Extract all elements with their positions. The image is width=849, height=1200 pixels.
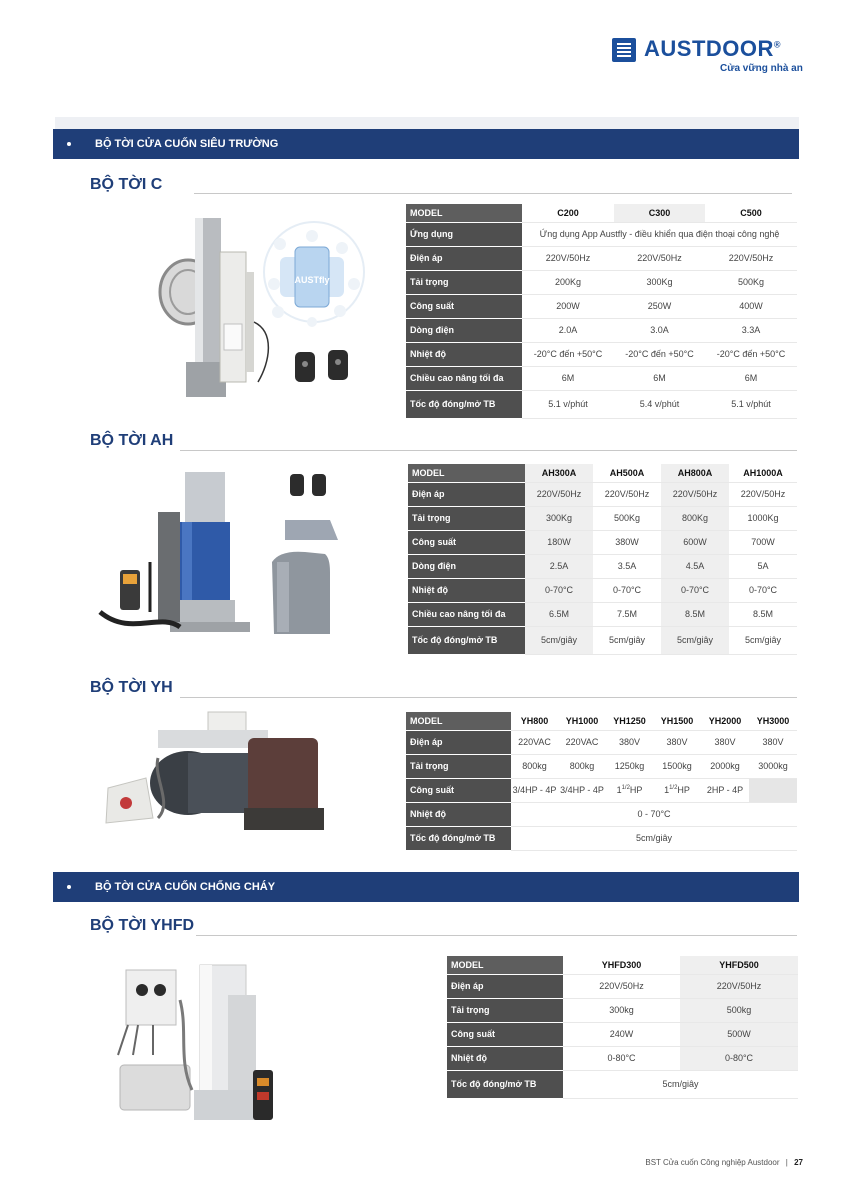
austdoor-logo-icon <box>612 38 636 62</box>
table-header-row <box>406 712 797 730</box>
row-label: Công suất <box>406 294 522 318</box>
power-unit: HP <box>677 785 690 795</box>
power-base: 1 <box>664 785 670 795</box>
footer-separator: | <box>785 1158 788 1167</box>
table-cell: 500Kg <box>705 270 797 294</box>
table-cell-empty <box>749 778 797 802</box>
row-label: Ứng dụng <box>406 222 522 246</box>
product-title-yhfd: BỘ TỜI YHFD <box>90 917 195 934</box>
header-cell: YH3000 <box>749 712 797 730</box>
table-cell: 5.4 v/phút <box>614 390 705 418</box>
header-cell: AH1000A <box>729 464 797 482</box>
table-cell: 6M <box>614 366 705 390</box>
page-footer <box>645 1158 803 1167</box>
table-cell: 220V/50Hz <box>614 246 705 270</box>
table-row <box>406 318 797 342</box>
row-label: Tốc độ đóng/mở TB <box>406 390 522 418</box>
table-cell: 380V <box>653 730 701 754</box>
row-label: Tải trọng <box>408 506 525 530</box>
table-row <box>408 530 797 554</box>
table-cell: 8.5M <box>661 602 729 626</box>
power-base: 1 <box>616 785 622 795</box>
table-cell: 3/4HP - 4P <box>511 778 558 802</box>
table-cell: 2.5A <box>525 554 593 578</box>
table-cell: 2HP - 4P <box>701 778 749 802</box>
table-row <box>408 554 797 578</box>
product-title-ah: BỘ TỜI AH <box>90 432 174 449</box>
row-label: Chiều cao nâng tối đa <box>406 366 522 390</box>
header-cell: YHFD500 <box>680 956 798 974</box>
table-cell: 220V/50Hz <box>705 246 797 270</box>
header-cell: AH300A <box>525 464 593 482</box>
header-cell: C200 <box>522 204 614 222</box>
footer-text: BST Cửa cuốn Công nghiệp Austdoor <box>645 1158 780 1167</box>
table-cell: 6M <box>705 366 797 390</box>
row-label: Tốc độ đóng/mở TB <box>447 1070 563 1098</box>
table-row <box>447 1070 798 1098</box>
table-row <box>406 342 797 366</box>
heading-divider <box>196 935 797 936</box>
bullet-icon <box>67 142 71 146</box>
table-cell: 5cm/giây <box>661 626 729 654</box>
table-cell: 3.3A <box>705 318 797 342</box>
app-screen-label: AUSTfly <box>294 275 330 285</box>
row-label: Tải trọng <box>406 754 511 778</box>
table-cell: 220VAC <box>558 730 606 754</box>
power-fraction: 1/2 <box>669 785 678 791</box>
table-cell: 250W <box>614 294 705 318</box>
table-cell: 300Kg <box>525 506 593 530</box>
table-row <box>408 578 797 602</box>
austdoor-logo <box>612 36 802 80</box>
table-cell: 2.0A <box>522 318 614 342</box>
table-cell: 5cm/giây <box>729 626 797 654</box>
table-cell: 6M <box>522 366 614 390</box>
section-title: BỘ TỜI CỬA CUỐN CHỐNG CHÁY <box>95 881 276 893</box>
row-label: Điện áp <box>447 974 563 998</box>
power-unit: HP <box>629 785 643 795</box>
product-title-c: BỘ TỜI C <box>90 176 163 193</box>
row-label: Tốc độ đóng/mở TB <box>408 626 525 654</box>
table-cell: 4.5A <box>661 554 729 578</box>
merged-cell: 5cm/giây <box>511 826 797 850</box>
table-cell: 0-80°C <box>563 1046 680 1070</box>
table-row <box>406 778 797 802</box>
ah-motor-product-image <box>90 462 365 652</box>
row-label: Dòng điện <box>408 554 525 578</box>
row-label: Dòng điện <box>406 318 522 342</box>
table-cell: 800kg <box>558 754 606 778</box>
table-cell: 380V <box>701 730 749 754</box>
header-cell: YH1250 <box>606 712 653 730</box>
header-cell: YH2000 <box>701 712 749 730</box>
table-row <box>406 246 797 270</box>
table-row <box>406 754 797 778</box>
row-label: Công suất <box>406 778 511 802</box>
section-title: BỘ TỜI CỬA CUỐN SIÊU TRƯỜNG <box>95 138 279 150</box>
header-cell: YH1500 <box>653 712 701 730</box>
table-row <box>408 626 797 654</box>
table-cell: -20°C đến +50°C <box>614 342 705 366</box>
header-cell: YHFD300 <box>563 956 680 974</box>
table-cell: 380V <box>606 730 653 754</box>
row-label: Tải trọng <box>447 998 563 1022</box>
table-cell: 5.1 v/phút <box>522 390 614 418</box>
table-cell: 500W <box>680 1022 798 1046</box>
table-cell: 1500kg <box>653 754 701 778</box>
table-cell: 700W <box>729 530 797 554</box>
row-label: Nhiệt độ <box>406 802 511 826</box>
table-cell: 0-70°C <box>729 578 797 602</box>
table-cell: 5A <box>729 554 797 578</box>
row-label: Điện áp <box>406 246 522 270</box>
section-header-super-size <box>53 129 799 159</box>
table-cell: 1250kg <box>606 754 653 778</box>
table-cell <box>606 778 653 802</box>
table-row <box>406 802 797 826</box>
table-cell: 8.5M <box>729 602 797 626</box>
table-row <box>406 826 797 850</box>
table-cell: 0-80°C <box>680 1046 798 1070</box>
header-model: MODEL <box>447 956 563 974</box>
brand-name: AUSTDOOR <box>644 36 774 61</box>
table-row <box>406 294 797 318</box>
table-cell: 7.5M <box>593 602 661 626</box>
merged-cell: Ứng dụng App Austfly - điều khiển qua điện thoại công nghệ <box>522 222 797 246</box>
table-row <box>447 974 798 998</box>
table-row <box>408 482 797 506</box>
table-cell: 6.5M <box>525 602 593 626</box>
row-label: Chiều cao nâng tối đa <box>408 602 525 626</box>
table-cell: 3/4HP - 4P <box>558 778 606 802</box>
table-row <box>408 602 797 626</box>
table-cell: -20°C đến +50°C <box>522 342 614 366</box>
bullet-icon <box>67 885 71 889</box>
table-cell: 800Kg <box>661 506 729 530</box>
table-cell: 5.1 v/phút <box>705 390 797 418</box>
spec-table-ah <box>408 464 797 655</box>
row-label: Điện áp <box>406 730 511 754</box>
header-model: MODEL <box>408 464 525 482</box>
spec-table-c <box>406 204 797 419</box>
table-cell: 500Kg <box>593 506 661 530</box>
heading-divider <box>180 450 797 451</box>
table-row <box>447 998 798 1022</box>
table-header-row <box>406 204 797 222</box>
merged-cell: 0 - 70°C <box>511 802 797 826</box>
row-label: Nhiệt độ <box>406 342 522 366</box>
table-cell: 380V <box>749 730 797 754</box>
table-header-row <box>447 956 798 974</box>
row-label: Nhiệt độ <box>408 578 525 602</box>
yh-motor-product-image <box>98 708 333 838</box>
row-label: Tốc độ đóng/mở TB <box>406 826 511 850</box>
table-cell: 380W <box>593 530 661 554</box>
header-model: MODEL <box>406 712 511 730</box>
table-cell: 2000kg <box>701 754 749 778</box>
header-cell: C500 <box>705 204 797 222</box>
brand-tagline: Cửa vững nhà an <box>720 63 803 74</box>
header-cell: AH800A <box>661 464 729 482</box>
table-cell: 0-70°C <box>661 578 729 602</box>
table-cell: 220V/50Hz <box>661 482 729 506</box>
table-row <box>406 730 797 754</box>
table-cell: 5cm/giây <box>593 626 661 654</box>
table-cell: 220V/50Hz <box>729 482 797 506</box>
table-cell <box>653 778 701 802</box>
merged-cell: 5cm/giây <box>563 1070 798 1098</box>
table-cell: 1000Kg <box>729 506 797 530</box>
heading-divider <box>194 193 792 194</box>
row-label: Công suất <box>447 1022 563 1046</box>
spec-table-yh <box>406 712 797 851</box>
table-cell: 220V/50Hz <box>563 974 680 998</box>
table-cell: 180W <box>525 530 593 554</box>
table-row <box>406 390 797 418</box>
c-motor-product-image <box>150 212 390 417</box>
header-cell: C300 <box>614 204 705 222</box>
table-cell: 400W <box>705 294 797 318</box>
table-cell: 5cm/giây <box>525 626 593 654</box>
table-cell: -20°C đến +50°C <box>705 342 797 366</box>
table-cell: 200Kg <box>522 270 614 294</box>
table-row <box>406 366 797 390</box>
header-model: MODEL <box>406 204 522 222</box>
spec-table-yhfd <box>447 956 798 1099</box>
table-header-row <box>408 464 797 482</box>
table-cell: 0-70°C <box>525 578 593 602</box>
table-cell: 220V/50Hz <box>680 974 798 998</box>
header-cell: YH800 <box>511 712 558 730</box>
table-cell: 300kg <box>563 998 680 1022</box>
table-cell: 220V/50Hz <box>525 482 593 506</box>
brand-registered-mark: ® <box>773 39 782 50</box>
table-cell: 800kg <box>511 754 558 778</box>
table-cell: 3000kg <box>749 754 797 778</box>
table-row <box>447 1046 798 1070</box>
table-cell: 0-70°C <box>593 578 661 602</box>
heading-divider <box>180 697 797 698</box>
table-cell: 500kg <box>680 998 798 1022</box>
page-number: 27 <box>794 1158 803 1167</box>
product-title-yh: BỘ TỜI YH <box>90 679 173 696</box>
table-cell: 300Kg <box>614 270 705 294</box>
power-fraction: 1/2 <box>621 785 630 791</box>
table-row <box>406 270 797 294</box>
section-header-fireproof <box>53 872 799 902</box>
table-row <box>408 506 797 530</box>
row-label: Tải trọng <box>406 270 522 294</box>
header-cell: AH500A <box>593 464 661 482</box>
row-label: Điện áp <box>408 482 525 506</box>
table-cell: 220VAC <box>511 730 558 754</box>
yhfd-motor-product-image <box>108 960 298 1135</box>
table-row <box>447 1022 798 1046</box>
table-cell: 600W <box>661 530 729 554</box>
table-cell: 3.5A <box>593 554 661 578</box>
table-cell: 220V/50Hz <box>522 246 614 270</box>
table-row <box>406 222 797 246</box>
header-cell: YH1000 <box>558 712 606 730</box>
row-label: Nhiệt độ <box>447 1046 563 1070</box>
row-label: Công suất <box>408 530 525 554</box>
table-cell: 3.0A <box>614 318 705 342</box>
table-cell: 220V/50Hz <box>593 482 661 506</box>
table-cell: 200W <box>522 294 614 318</box>
table-cell: 240W <box>563 1022 680 1046</box>
